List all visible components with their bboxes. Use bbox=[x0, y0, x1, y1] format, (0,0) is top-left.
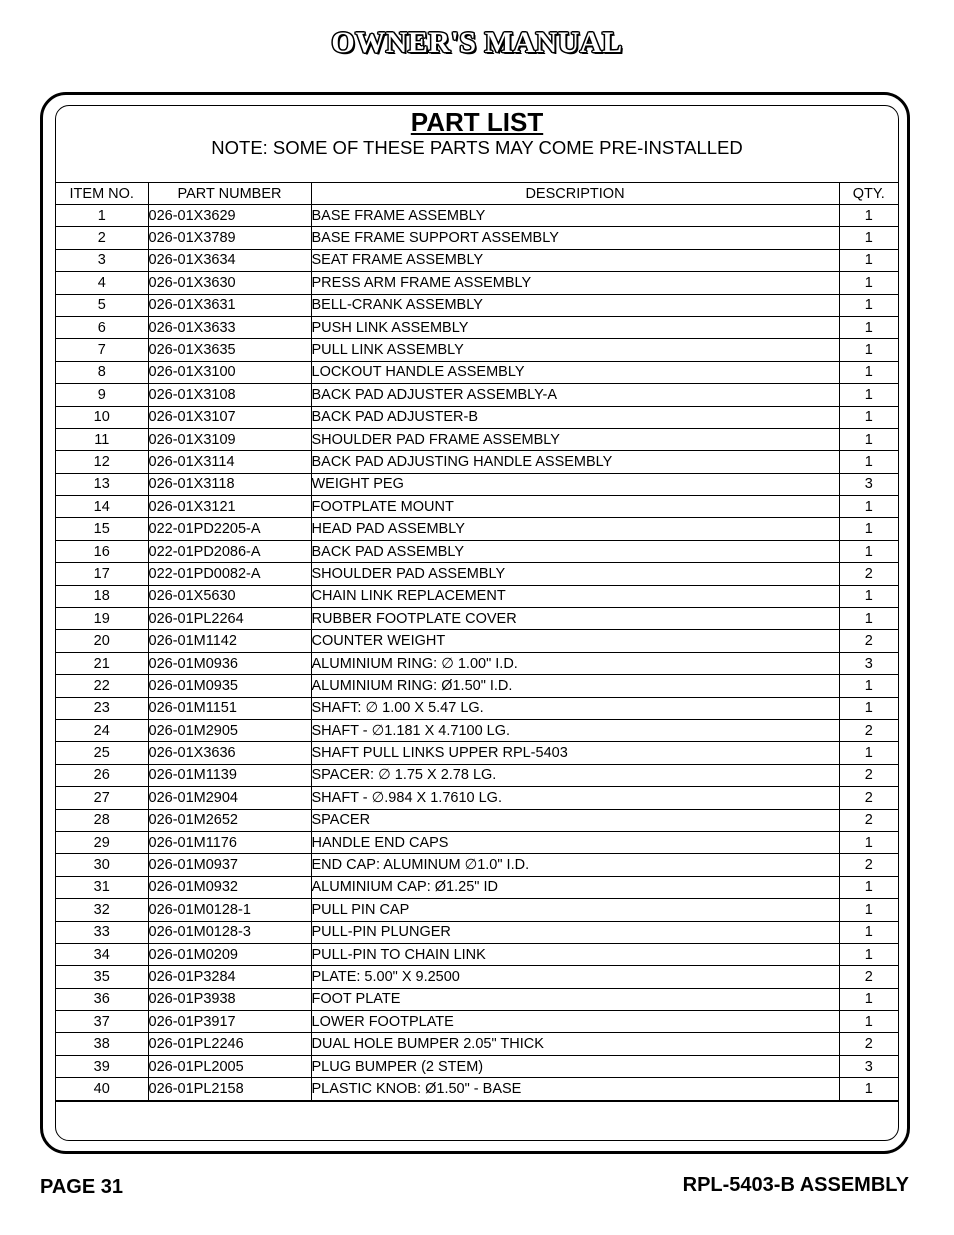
part-number-cell: 026-01P3917 bbox=[148, 1011, 311, 1033]
description-cell: PULL-PIN PLUNGER bbox=[311, 921, 839, 943]
part-number-cell: 026-01PL2158 bbox=[148, 1078, 311, 1100]
part-number-cell: 026-01X3107 bbox=[148, 406, 311, 428]
table-row bbox=[56, 787, 898, 809]
qty-cell: 3 bbox=[839, 652, 898, 674]
table-row bbox=[56, 563, 898, 585]
item-no-cell: 11 bbox=[56, 428, 148, 450]
qty-cell: 1 bbox=[839, 1078, 898, 1100]
pre-installed-note: NOTE: SOME OF THESE PARTS MAY COME PRE-INSTALLED bbox=[211, 137, 743, 158]
part-number-cell: 026-01X3121 bbox=[148, 496, 311, 518]
description-cell: PLUG BUMPER (2 STEM) bbox=[311, 1055, 839, 1077]
column-header-qty: QTY. bbox=[839, 183, 898, 205]
item-no-cell: 15 bbox=[56, 518, 148, 540]
part-number-cell: 026-01X3789 bbox=[148, 227, 311, 249]
table-row bbox=[56, 652, 898, 674]
qty-cell: 1 bbox=[839, 608, 898, 630]
table-row bbox=[56, 1078, 898, 1100]
part-number-cell: 026-01X3109 bbox=[148, 428, 311, 450]
description-cell: ALUMINIUM RING: ∅ 1.00" I.D. bbox=[311, 652, 839, 674]
item-no-cell: 8 bbox=[56, 361, 148, 383]
description-cell: SEAT FRAME ASSEMBLY bbox=[311, 249, 839, 271]
table-row bbox=[56, 473, 898, 495]
description-cell: END CAP: ALUMINUM ∅1.0" I.D. bbox=[311, 854, 839, 876]
qty-cell: 1 bbox=[839, 675, 898, 697]
item-no-cell: 14 bbox=[56, 496, 148, 518]
description-cell: BASE FRAME SUPPORT ASSEMBLY bbox=[311, 227, 839, 249]
table-row bbox=[56, 428, 898, 450]
description-cell: BACK PAD ASSEMBLY bbox=[311, 540, 839, 562]
item-no-cell: 24 bbox=[56, 719, 148, 741]
part-number-cell: 026-01X3633 bbox=[148, 316, 311, 338]
table-header-row bbox=[56, 183, 898, 205]
table-row bbox=[56, 249, 898, 271]
part-number-cell: 026-01PL2246 bbox=[148, 1033, 311, 1055]
item-no-cell: 32 bbox=[56, 899, 148, 921]
part-number-cell: 026-01M0932 bbox=[148, 876, 311, 898]
item-no-cell: 21 bbox=[56, 652, 148, 674]
part-number-cell: 026-01X3100 bbox=[148, 361, 311, 383]
item-no-cell: 36 bbox=[56, 988, 148, 1010]
parts-table bbox=[56, 182, 898, 1101]
table-row bbox=[56, 316, 898, 338]
item-no-cell: 6 bbox=[56, 316, 148, 338]
qty-cell: 1 bbox=[839, 316, 898, 338]
table-row bbox=[56, 540, 898, 562]
part-number-cell: 026-01P3938 bbox=[148, 988, 311, 1010]
description-cell: PLATE: 5.00" X 9.2500 bbox=[311, 966, 839, 988]
description-cell: SHAFT PULL LINKS UPPER RPL-5403 bbox=[311, 742, 839, 764]
qty-cell: 3 bbox=[839, 473, 898, 495]
qty-cell: 1 bbox=[839, 406, 898, 428]
part-number-cell: 026-01X3629 bbox=[148, 205, 311, 227]
qty-cell: 1 bbox=[839, 227, 898, 249]
qty-cell: 1 bbox=[839, 697, 898, 719]
item-no-cell: 26 bbox=[56, 764, 148, 786]
table-row bbox=[56, 854, 898, 876]
table-row bbox=[56, 719, 898, 741]
table-row bbox=[56, 675, 898, 697]
description-cell: LOCKOUT HANDLE ASSEMBLY bbox=[311, 361, 839, 383]
description-cell: HANDLE END CAPS bbox=[311, 831, 839, 853]
description-cell: COUNTER WEIGHT bbox=[311, 630, 839, 652]
description-cell: WEIGHT PEG bbox=[311, 473, 839, 495]
item-no-cell: 4 bbox=[56, 272, 148, 294]
part-number-cell: 026-01M0937 bbox=[148, 854, 311, 876]
table-row bbox=[56, 205, 898, 227]
description-cell: ALUMINIUM RING: Ø1.50" I.D. bbox=[311, 675, 839, 697]
description-cell: PLASTIC KNOB: Ø1.50" - BASE bbox=[311, 1078, 839, 1100]
qty-cell: 1 bbox=[839, 518, 898, 540]
part-number-cell: 022-01PD2086-A bbox=[148, 540, 311, 562]
qty-cell: 1 bbox=[839, 384, 898, 406]
table-row bbox=[56, 899, 898, 921]
part-number-cell: 026-01M0128-3 bbox=[148, 921, 311, 943]
qty-cell: 1 bbox=[839, 899, 898, 921]
part-number-cell: 026-01M2652 bbox=[148, 809, 311, 831]
part-list-title: PART LIST bbox=[410, 107, 544, 137]
item-no-cell: 23 bbox=[56, 697, 148, 719]
table-row bbox=[56, 921, 898, 943]
item-no-cell: 16 bbox=[56, 540, 148, 562]
part-number-cell: 026-01X3114 bbox=[148, 451, 311, 473]
qty-cell: 1 bbox=[839, 540, 898, 562]
description-cell: DUAL HOLE BUMPER 2.05" THICK bbox=[311, 1033, 839, 1055]
description-cell: SPACER bbox=[311, 809, 839, 831]
table-row bbox=[56, 585, 898, 607]
part-number-cell: 026-01PL2264 bbox=[148, 608, 311, 630]
item-no-cell: 5 bbox=[56, 294, 148, 316]
table-row bbox=[56, 988, 898, 1010]
item-no-cell: 28 bbox=[56, 809, 148, 831]
item-no-cell: 18 bbox=[56, 585, 148, 607]
part-number-cell: 026-01X3635 bbox=[148, 339, 311, 361]
part-number-cell: 026-01M2904 bbox=[148, 787, 311, 809]
item-no-cell: 39 bbox=[56, 1055, 148, 1077]
part-number-cell: 026-01M1139 bbox=[148, 764, 311, 786]
table-row bbox=[56, 339, 898, 361]
qty-cell: 1 bbox=[839, 742, 898, 764]
description-cell: SHAFT - ∅.984 X 1.7610 LG. bbox=[311, 787, 839, 809]
qty-cell: 2 bbox=[839, 809, 898, 831]
part-number-cell: 026-01X3630 bbox=[148, 272, 311, 294]
item-no-cell: 1 bbox=[56, 205, 148, 227]
qty-cell: 2 bbox=[839, 563, 898, 585]
item-no-cell: 3 bbox=[56, 249, 148, 271]
parts-table-body bbox=[56, 205, 898, 1101]
qty-cell: 1 bbox=[839, 339, 898, 361]
part-number-cell: 026-01X3631 bbox=[148, 294, 311, 316]
description-cell: ALUMINIUM CAP: Ø1.25" ID bbox=[311, 876, 839, 898]
table-row bbox=[56, 384, 898, 406]
description-cell: PULL PIN CAP bbox=[311, 899, 839, 921]
qty-cell: 1 bbox=[839, 451, 898, 473]
part-number-cell: 026-01M0128-1 bbox=[148, 899, 311, 921]
item-no-cell: 40 bbox=[56, 1078, 148, 1100]
item-no-cell: 13 bbox=[56, 473, 148, 495]
table-row bbox=[56, 943, 898, 965]
item-no-cell: 31 bbox=[56, 876, 148, 898]
part-number-cell: 026-01M1176 bbox=[148, 831, 311, 853]
table-row bbox=[56, 1011, 898, 1033]
description-cell: BACK PAD ADJUSTING HANDLE ASSEMBLY bbox=[311, 451, 839, 473]
table-row bbox=[56, 966, 898, 988]
table-row bbox=[56, 876, 898, 898]
description-cell: HEAD PAD ASSEMBLY bbox=[311, 518, 839, 540]
part-number-cell: 026-01PL2005 bbox=[148, 1055, 311, 1077]
item-no-cell: 10 bbox=[56, 406, 148, 428]
qty-cell: 3 bbox=[839, 1055, 898, 1077]
part-number-cell: 026-01M0209 bbox=[148, 943, 311, 965]
table-row bbox=[56, 518, 898, 540]
item-no-cell: 17 bbox=[56, 563, 148, 585]
qty-cell: 1 bbox=[839, 249, 898, 271]
qty-cell: 2 bbox=[839, 854, 898, 876]
description-cell: LOWER FOOTPLATE bbox=[311, 1011, 839, 1033]
description-cell: BELL-CRANK ASSEMBLY bbox=[311, 294, 839, 316]
qty-cell: 1 bbox=[839, 272, 898, 294]
qty-cell: 2 bbox=[839, 764, 898, 786]
qty-cell: 1 bbox=[839, 585, 898, 607]
table-row bbox=[56, 227, 898, 249]
part-number-cell: 026-01X3634 bbox=[148, 249, 311, 271]
table-row bbox=[56, 406, 898, 428]
part-number-cell: 026-01X5630 bbox=[148, 585, 311, 607]
part-number-cell: 026-01X3118 bbox=[148, 473, 311, 495]
qty-cell: 1 bbox=[839, 943, 898, 965]
item-no-cell: 7 bbox=[56, 339, 148, 361]
description-cell: FOOTPLATE MOUNT bbox=[311, 496, 839, 518]
item-no-cell: 27 bbox=[56, 787, 148, 809]
item-no-cell: 12 bbox=[56, 451, 148, 473]
table-row bbox=[56, 764, 898, 786]
part-number-cell: 026-01X3636 bbox=[148, 742, 311, 764]
description-cell: BACK PAD ADJUSTER-B bbox=[311, 406, 839, 428]
qty-cell: 1 bbox=[839, 205, 898, 227]
table-row bbox=[56, 451, 898, 473]
qty-cell: 1 bbox=[839, 294, 898, 316]
description-cell: FOOT PLATE bbox=[311, 988, 839, 1010]
qty-cell: 1 bbox=[839, 921, 898, 943]
part-number-cell: 026-01M1151 bbox=[148, 697, 311, 719]
table-row bbox=[56, 294, 898, 316]
qty-cell: 1 bbox=[839, 876, 898, 898]
manual-title: OWNER'S MANUAL bbox=[331, 26, 623, 59]
item-no-cell: 9 bbox=[56, 384, 148, 406]
part-number-cell: 026-01M2905 bbox=[148, 719, 311, 741]
qty-cell: 1 bbox=[839, 361, 898, 383]
table-row bbox=[56, 1033, 898, 1055]
item-no-cell: 25 bbox=[56, 742, 148, 764]
description-cell: CHAIN LINK REPLACEMENT bbox=[311, 585, 839, 607]
column-header-description: DESCRIPTION bbox=[311, 183, 839, 205]
item-no-cell: 38 bbox=[56, 1033, 148, 1055]
qty-cell: 1 bbox=[839, 831, 898, 853]
table-row bbox=[56, 608, 898, 630]
item-no-cell: 2 bbox=[56, 227, 148, 249]
description-cell: BASE FRAME ASSEMBLY bbox=[311, 205, 839, 227]
qty-cell: 1 bbox=[839, 428, 898, 450]
description-cell: SHAFT: ∅ 1.00 X 5.47 LG. bbox=[311, 697, 839, 719]
description-cell: RUBBER FOOTPLATE COVER bbox=[311, 608, 839, 630]
description-cell: SHAFT - ∅1.181 X 4.7100 LG. bbox=[311, 719, 839, 741]
item-no-cell: 33 bbox=[56, 921, 148, 943]
table-row bbox=[56, 630, 898, 652]
description-cell: SHOULDER PAD ASSEMBLY bbox=[311, 563, 839, 585]
item-no-cell: 22 bbox=[56, 675, 148, 697]
model-label: RPL-5403-B ASSEMBLY bbox=[682, 1174, 909, 1196]
qty-cell: 1 bbox=[839, 496, 898, 518]
table-row bbox=[56, 831, 898, 853]
qty-cell: 2 bbox=[839, 1033, 898, 1055]
part-number-cell: 022-01PD2205-A bbox=[148, 518, 311, 540]
table-row bbox=[56, 361, 898, 383]
part-number-cell: 026-01M1142 bbox=[148, 630, 311, 652]
qty-cell: 1 bbox=[839, 988, 898, 1010]
description-cell: PULL LINK ASSEMBLY bbox=[311, 339, 839, 361]
part-number-cell: 026-01M0936 bbox=[148, 652, 311, 674]
description-cell: SHOULDER PAD FRAME ASSEMBLY bbox=[311, 428, 839, 450]
item-no-cell: 34 bbox=[56, 943, 148, 965]
page-number: PAGE 31 bbox=[40, 1176, 123, 1198]
item-no-cell: 30 bbox=[56, 854, 148, 876]
description-cell: PULL-PIN TO CHAIN LINK bbox=[311, 943, 839, 965]
description-cell: BACK PAD ADJUSTER ASSEMBLY-A bbox=[311, 384, 839, 406]
column-header-item-no: ITEM NO. bbox=[56, 183, 148, 205]
part-number-cell: 026-01M0935 bbox=[148, 675, 311, 697]
item-no-cell: 20 bbox=[56, 630, 148, 652]
table-bottom-line bbox=[56, 1101, 898, 1102]
qty-cell: 2 bbox=[839, 630, 898, 652]
table-row bbox=[56, 272, 898, 294]
item-no-cell: 29 bbox=[56, 831, 148, 853]
item-no-cell: 37 bbox=[56, 1011, 148, 1033]
table-row bbox=[56, 697, 898, 719]
item-no-cell: 19 bbox=[56, 608, 148, 630]
table-row bbox=[56, 1055, 898, 1077]
qty-cell: 2 bbox=[839, 719, 898, 741]
qty-cell: 2 bbox=[839, 966, 898, 988]
table-row bbox=[56, 809, 898, 831]
qty-cell: 2 bbox=[839, 787, 898, 809]
qty-cell: 1 bbox=[839, 1011, 898, 1033]
description-cell: SPACER: ∅ 1.75 X 2.78 LG. bbox=[311, 764, 839, 786]
table-row bbox=[56, 742, 898, 764]
table-row bbox=[56, 496, 898, 518]
item-no-cell: 35 bbox=[56, 966, 148, 988]
column-header-part-number: PART NUMBER bbox=[148, 183, 311, 205]
description-cell: PUSH LINK ASSEMBLY bbox=[311, 316, 839, 338]
part-number-cell: 026-01P3284 bbox=[148, 966, 311, 988]
part-number-cell: 026-01X3108 bbox=[148, 384, 311, 406]
description-cell: PRESS ARM FRAME ASSEMBLY bbox=[311, 272, 839, 294]
part-number-cell: 022-01PD0082-A bbox=[148, 563, 311, 585]
